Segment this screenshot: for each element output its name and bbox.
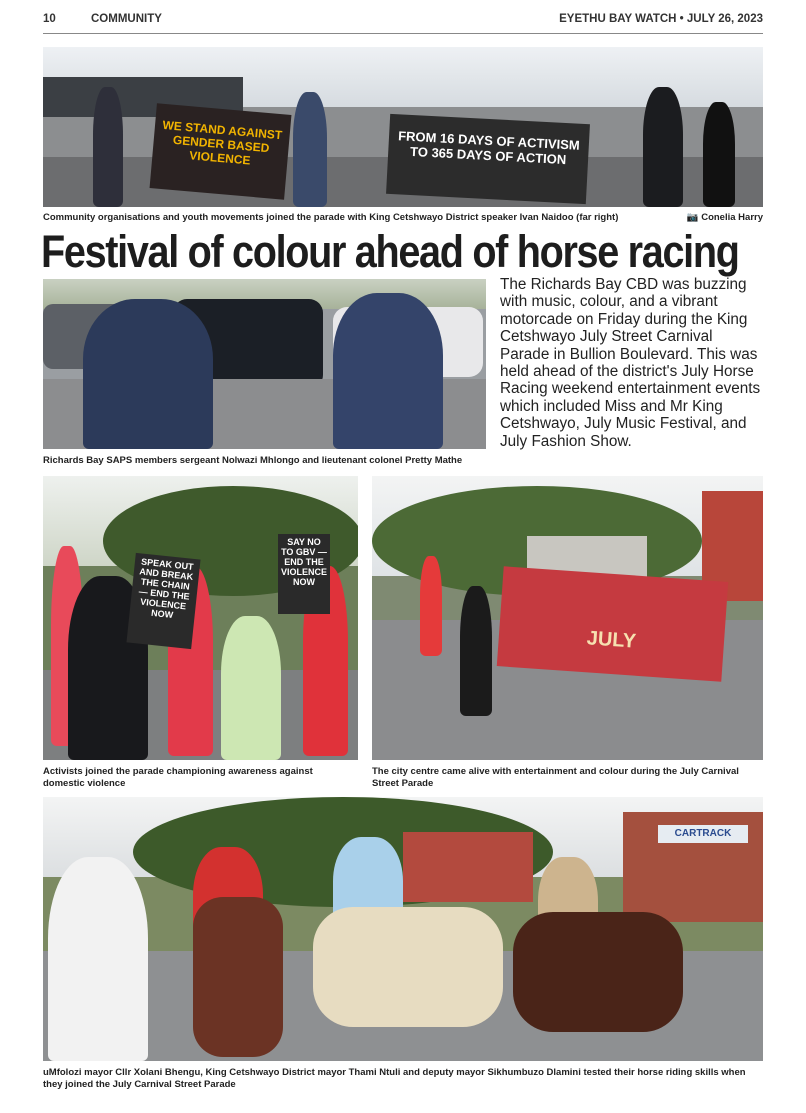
page-number: 10	[43, 13, 56, 25]
photo-activists	[43, 476, 358, 760]
article-headline: Festival of colour ahead of horse racing	[41, 226, 739, 277]
carnival-banner: JULY	[497, 566, 728, 681]
photo-caption: The city centre came alive with entertainment and colour during the July Carnival Street Parade	[372, 766, 739, 789]
photo-saps-officers	[43, 279, 486, 449]
photo-caption: Richards Bay SAPS members sergeant Nolwazi Mhlongo and lieutenant colonel Pretty Mathe	[43, 455, 463, 466]
header-rule	[43, 33, 763, 34]
camera-icon: 📷	[686, 212, 702, 223]
protest-sign: SPEAK OUT AND BREAK THE CHAIN — END THE VIOLENCE NOW	[126, 553, 200, 649]
shop-sign: CARTRACK	[658, 825, 748, 843]
photographer-name: Conelia Harry	[701, 212, 763, 223]
photo-parade-banners	[43, 47, 763, 207]
article-body: The Richards Bay CBD was buzzing with music, colour, and a vibrant motorcade on Friday during the King Cetshwayo July Street Carnival Parade in Bullion Boulevard. This was held ahead of the district's July Horse Racing weekend entertainment events which included Miss and Mr King Cetshwayo, July Music Festival, and July Fashion Show.	[500, 276, 761, 450]
protest-sign: WE STAND AGAINST GENDER BASED VIOLENCE	[150, 103, 292, 199]
protest-banner: FROM 16 DAYS OF ACTIVISM TO 365 DAYS OF ACTION	[386, 114, 590, 204]
photo-credit	[687, 212, 763, 224]
protest-sign: SAY NO TO GBV — END THE VIOLENCE NOW	[278, 534, 330, 614]
section-label: COMMUNITY	[91, 13, 162, 25]
photo-caption: Activists joined the parade championing awareness against domestic violence	[43, 766, 313, 789]
photo-caption: uMfolozi mayor Cllr Xolani Bhengu, King Cetshwayo District mayor Thami Ntuli and deputy mayor Sikhumbuzo Dlamini tested their horse riding skills when they joined the July Carnival Street Parade	[43, 1067, 746, 1090]
publication-dateline: EYETHU BAY WATCH • JULY 26, 2023	[559, 13, 763, 25]
photo-caption: Community organisations and youth movements joined the parade with King Cetshwayo District speaker Ivan Naidoo (far right)	[43, 212, 619, 223]
photo-carnival-banner	[372, 476, 763, 760]
photo-mayors-horses	[43, 797, 763, 1061]
